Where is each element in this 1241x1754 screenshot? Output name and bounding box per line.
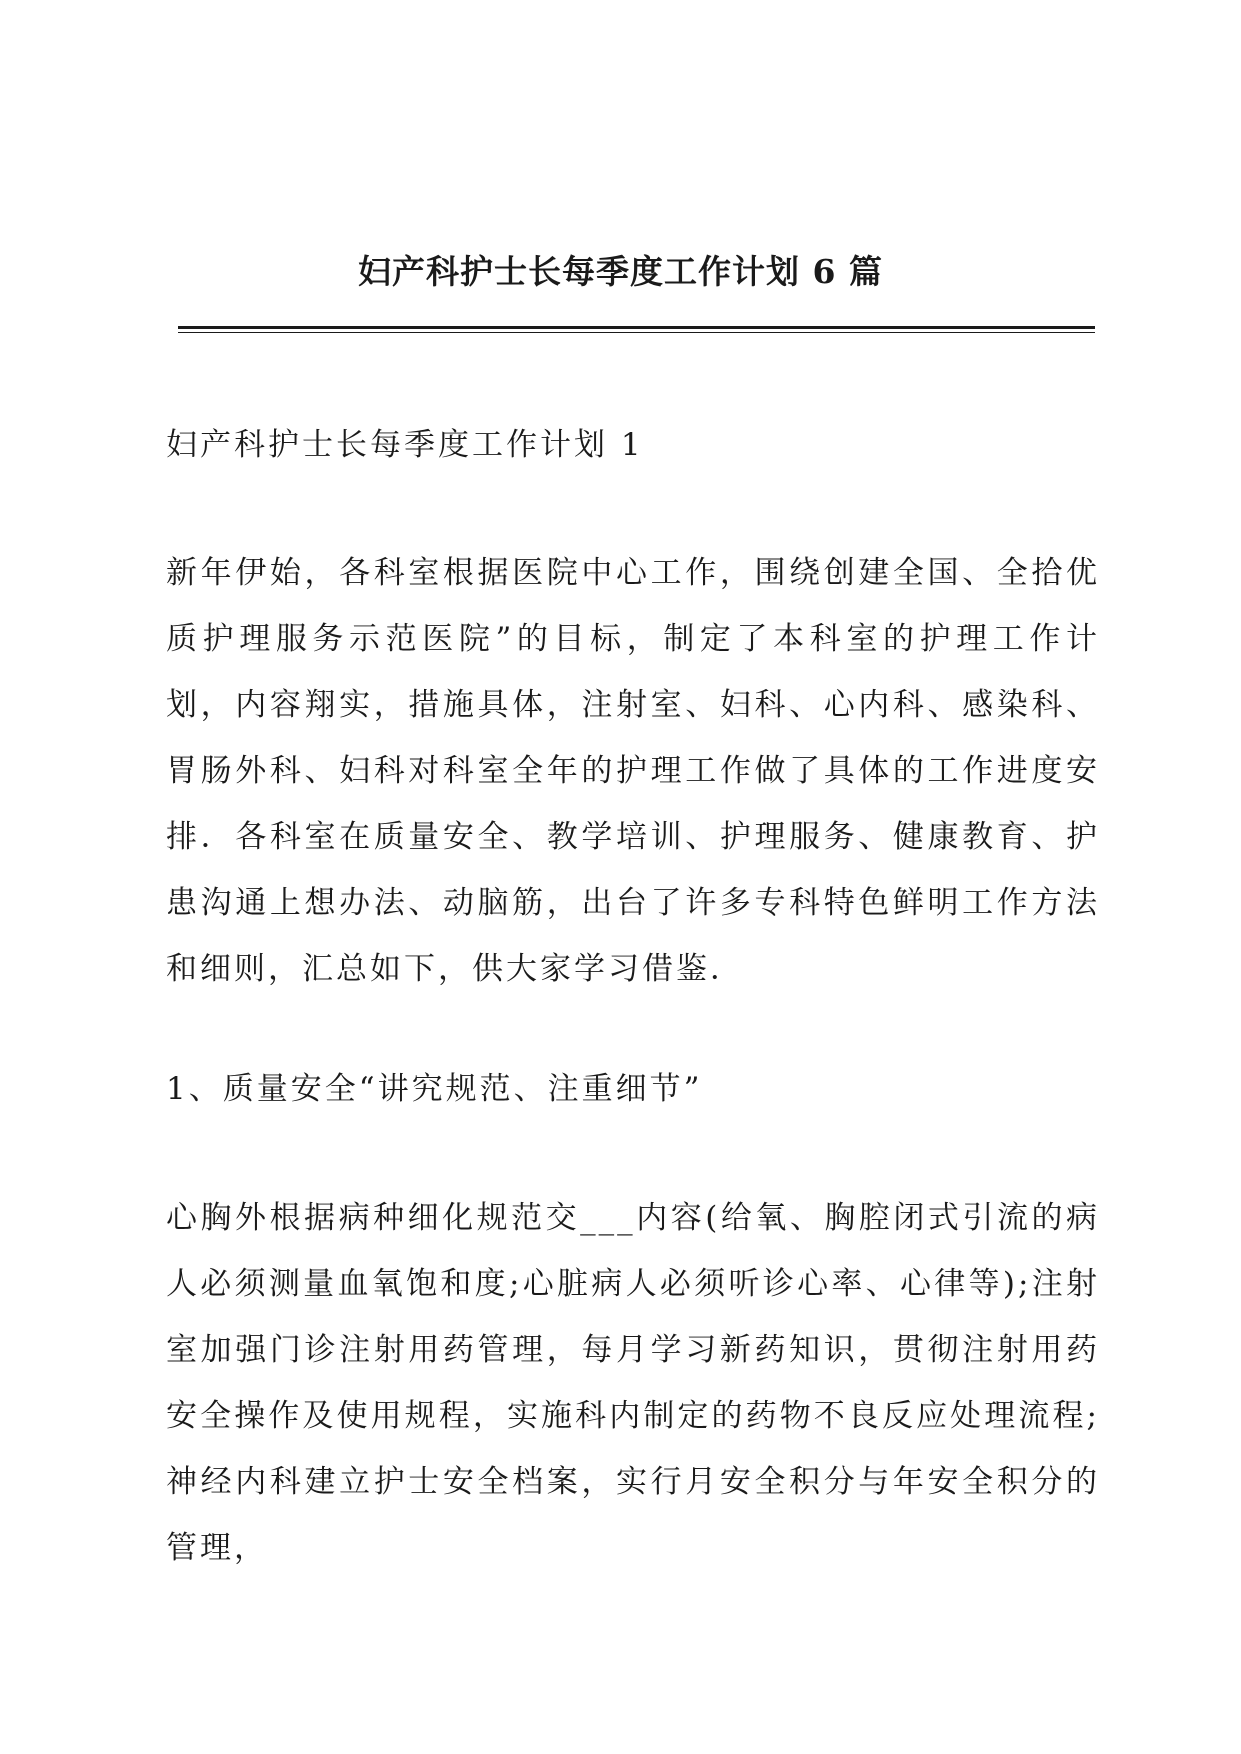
intro-paragraph: 新年伊始，各科室根据医院中心工作，围绕创建全国、全拾优质护理服务示范医院”的目标，制定了本科室的护理工作计划，内容翔实，措施具体，注射室、妇科、心内科、感染科、胃肠外科、妇科对科室全年的护理工作做了具体的工作进度安排．各科室在质量安全、教学培训、护理服务、健康教育、护患沟通上想办法、动脑筋，出台了许多专科特色鲜明工作方法和细则，汇总如下，供大家学习借鉴． — [166, 555, 1100, 987]
subsection-heading-quality-safety: 1、质量安全“讲究规范、注重细节” — [166, 1071, 703, 1107]
section-heading: 妇产科护士长每季度工作计划 1 — [166, 427, 644, 463]
document-title: 妇产科护士长每季度工作计划 6 篇 — [358, 252, 883, 291]
title-divider — [178, 326, 1095, 333]
quality-safety-paragraph: 心胸外根据病种细化规范交___内容(给氧、胸腔闭式引流的病人必须测量血氧饱和度;心脏病人必须听诊心率、心律等);注射室加强门诊注射用药管理，每月学习新药知识，贯彻注射用药安全操作及使用规程，实施科内制定的药物不良反应处理流程;神经内科建立护士安全档案，实行月安全积分与年安全积分的管理， — [166, 1200, 1100, 1566]
